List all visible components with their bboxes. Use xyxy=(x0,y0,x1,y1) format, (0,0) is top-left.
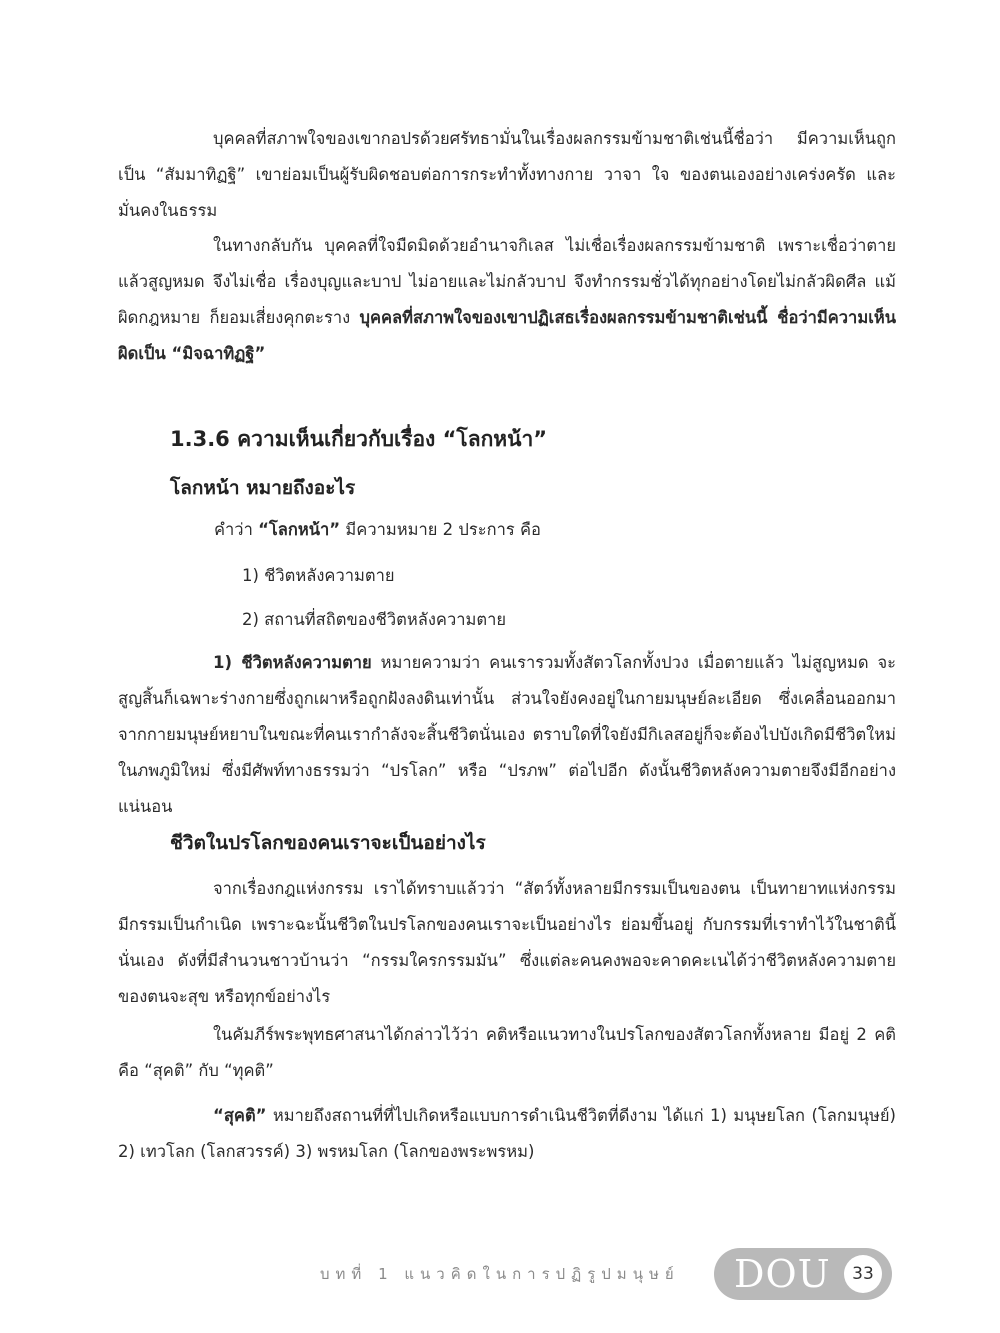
subheading-afterlife: ชีวิตในปรโลกของคนเราจะเป็นอย่างไร xyxy=(170,832,486,854)
paragraph-text: หมายถึงสถานที่ที่ไปเกิดหรือแบบการดำเนินชีวิตที่ดีงาม ได้แก่ 1) มนุษยโลก (โลกมนุษย์) 2) เทวโลก (โลกสวรรค์) 3) พรหมโลก (โลกของพระพรหม) xyxy=(118,1106,896,1161)
paragraph-bold-text: “สุคติ” xyxy=(213,1106,267,1125)
definition-item-2: 2) สถานที่สถิตของชีวิตหลังความตาย xyxy=(242,610,506,629)
paragraph-sukati xyxy=(118,1098,896,1170)
paragraph-samma-ditthi xyxy=(118,121,896,229)
paragraph-life-after-death xyxy=(118,645,896,825)
paragraph-text: จากเรื่องกฎแห่งกรรม เราได้ทราบแล้วว่า “สัตว์ทั้งหลายมีกรรมเป็นของตน เป็นทายาทแห่งกรรม มีกรรมเป็นกำเนิด เพราะฉะนั้นชีวิตในปรโลกของคนเราจะเป็นอย่างไร ย่อมขึ้นอยู่ กับกรรมที่เราทำไว้ในชาตินี้นั่นเอง ดังที่มีสำนวนชาวบ้านว่า “กรรมใครกรรมมัน” ซึ่งแต่ละคนคงพอจะคาดคะเนได้ว่าชีวิตหลังความตายของตนจะสุข หรือทุกข์อย่างไร xyxy=(118,879,896,1006)
paragraph-bold-text: บุคคลที่สภาพใจของเขาปฏิเสธเรื่องผลกรรมข้ามชาติเช่นนี้ ชื่อว่ามีความเห็นผิดเป็น “มิจฉาทิฏฐิ” xyxy=(118,308,896,363)
dou-logo: DOU xyxy=(734,1252,831,1296)
page-number: 33 xyxy=(852,1264,874,1284)
subheading-meaning: โลกหน้า หมายถึงอะไร xyxy=(170,477,356,499)
paragraph-miccha-ditthi xyxy=(118,228,896,372)
paragraph-text: หมายความว่า คนเรารวมทั้งสัตวโลกทั้งปวง เมื่อตายแล้ว ไม่สูญหมด จะสูญสิ้นก็เฉพาะร่างกายซึ่งถูกเผาหรือถูกฝังลงดินเท่านั้น ส่วนใจยังคงอยู่ในกายมนุษย์ละเอียด ซึ่งเคลื่อนออกมาจากกายมนุษย์หยาบในขณะที่คนเรากำลังจะสิ้นชีวิตนั่นเอง ตราบใดที่ใจยังมีกิเลสอยู่ก็จะต้องไปบังเกิดมีชีวิตใหม่ในภพภูมิใหม่ ซึ่งมีศัพท์ทางธรรมว่า “ปรโลก” หรือ “ปรภพ” ต่อไปอีก ดังนั้นชีวิตหลังความตายจึงมีอีกอย่างแน่นอน xyxy=(118,653,896,816)
paragraph-text: บุคคลที่สภาพใจของเขากอปรด้วยศรัทธามั่นในเรื่องผลกรรมข้ามชาติเช่นนี้ชื่อว่า มีความเห็นถูกเป็น “สัมมาทิฏฐิ” เขาย่อมเป็นผู้รับผิดชอบต่อการกระทำทั้งทางกาย วาจา ใจ ของตนเองอย่างเคร่งครัด และมั่นคงในธรรม xyxy=(118,129,896,220)
definition-prefix: คำว่า xyxy=(214,520,259,539)
definition-item-1: 1) ชีวิตหลังความตาย xyxy=(242,566,395,585)
dou-page-badge xyxy=(714,1248,892,1300)
paragraph-text: ในคัมภีร์พระพุทธศาสนาได้กล่าวไว้ว่า คติหรือแนวทางในปรโลกของสัตวโลกทั้งหลาย มีอยู่ 2 คติ คือ “สุคติ” กับ “ทุคติ” xyxy=(118,1025,896,1080)
paragraph-bold-text: 1) ชีวิตหลังความตาย xyxy=(213,653,372,672)
page-number-circle xyxy=(844,1255,882,1293)
footer-chapter-title: บทที่ 1 แนวคิดในการปฏิรูปมนุษย์ xyxy=(320,1265,680,1283)
definition-line xyxy=(214,512,541,548)
definition-suffix: มีความหมาย 2 ประการ คือ xyxy=(340,520,541,539)
paragraph-law-of-karma xyxy=(118,871,896,1015)
paragraph-two-destinations xyxy=(118,1017,896,1089)
section-heading: 1.3.6 ความเห็นเกี่ยวกับเรื่อง “โลกหน้า” xyxy=(170,427,548,451)
paragraph-text: ในทางกลับกัน บุคคลที่ใจมืดมิดด้วยอำนาจกิเลส ไม่เชื่อเรื่องผลกรรมข้ามชาติ เพราะเชื่อว่าตายแล้วสูญหมด จึงไม่เชื่อ เรื่องบุญและบาป ไม่อายและไม่กลัวบาป จึงทำกรรมชั่วได้ทุกอย่างโดยไม่กลัวผิดศีล แม้ผิดกฎหมาย ก็ยอมเสี่ยงคุกตะราง xyxy=(118,236,896,327)
definition-term: “โลกหน้า” xyxy=(258,520,341,539)
